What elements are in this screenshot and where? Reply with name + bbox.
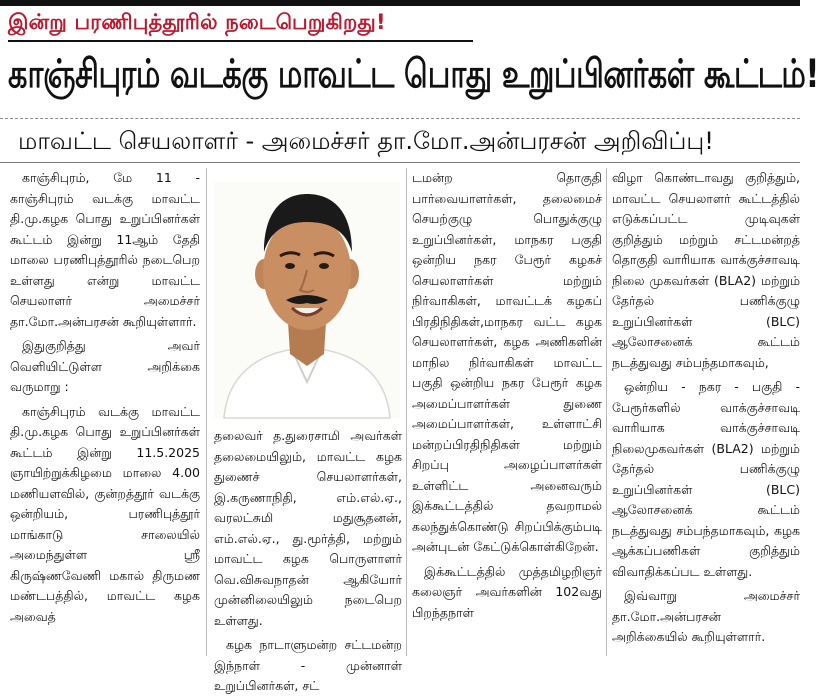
paragraph: தலைவர் த.துரைசாமி அவர்கள் தலைமையிலும், மாவட்ட கழக துணைச் செயலாளர்கள், இ.கருணாநிதி, எம்.எல்.ஏ., வரலட்சுமி மதுசூதனன், எம்.எல்.ஏ., து.மூர்த்தி, மற்றும் மாவட்ட கழக பொருளாளர் வெ.விசுவநாதன் ஆகியோர் முன்னிலையிலும் நடைபெற உள்ளது. [214,428,402,628]
paragraph: காஞ்சிபுரம், மே 11 - காஞ்சிபுரம் வடக்கு மாவட்ட தி.மு.கழக பொது உறுப்பினர்கள் கூட்டம் இன்று 11ஆம் தேதி மாலை பரணிபுத்தூரில் நடைபெற உள்ளது என்று மாவட்ட செயலாளர் அமைச்சர் தா.மோ.அன்பரசன் கூறியுள்ளார். [10,170,200,329]
subhead-divider [0,162,800,163]
article-column-2 [214,426,402,693]
paragraph: இவ்வாறு அமைச்சர் தா.மோ.அன்பரசன் அறிக்கையில் கூறியுள்ளார். [612,588,800,644]
paragraph: இதுகுறித்து அவர் வெளியிட்டுள்ள அறிக்கை வருமாறு : [10,338,200,394]
subhead: மாவட்ட செயலாளர் - அமைச்சர் தா.மோ.அன்பரசன் அறிவிப்பு! [18,127,714,155]
portrait-photo [214,182,400,418]
paragraph: இக்கூட்டத்தில் முத்தமிழறிஞர் கலைஞர் அவர்களின் 102வது பிறந்தநாள் [412,563,602,620]
kicker-text: இன்று பரணிபுத்தூரில் நடைபெறுகிறது! [8,10,386,34]
headline-divider [0,118,800,121]
paragraph: கழக நாடாளுமன்ற சட்டமன்ற இந்நாள் - முன்னாள் உறுப்பினர்கள், சட் [214,637,402,693]
column-divider [606,168,607,656]
article-column-1 [10,168,200,656]
kicker-block [8,10,478,44]
column-divider [406,168,407,656]
top-rule [0,0,800,6]
kicker-underline [8,40,473,42]
column-divider [206,168,207,656]
paragraph: டமன்ற தொகுதி பார்வையாளர்கள், தலைமைச் செயற்குழு பொதுக்குழு உறுப்பினர்கள், மாநகர பகுதி ஒன்றிய நகர பேரூர் கழகச் செயலாளர்கள் மற்றும் நிர்வாகிகள், மாவட்டக் கழகப் பிரதிநிதிகள்,மாநகர வட்ட கழக செயலாளர்கள், கழக அணிகளின் மாநில நிர்வாகிகள் மாவட்ட பகுதி ஒன்றிய நகர பேரூர் கழக அமைப்பாளர்கள் துணை அமைப்பாளர்கள், உள்ளாட்சி மன்றப்பிரதிநிதிகள் மற்றும் சிறப்பு அழைப்பாளர்கள் உள்ளிட்ட அனைவரும் இக்கூட்டத்தில் தவறாமல் கலந்துக்கொண்டு சிறப்பிக்கும்படி அன்புடன் கேட்டுக்கொள்கிறேன். [412,170,602,554]
paragraph: காஞ்சிபுரம் வடக்கு மாவட்ட தி.மு.கழக பொது உறுப்பினர்கள் கூட்டம் இன்று 11.5.2025 ஞாயிற்றுக்கிழமை மாலை 4.00 மணியளவில், குன்றத்தூர் வடக்கு ஒன்றியம், பரணிபுத்தூர் மாங்காடு சாலையில் அமைந்துள்ள ஸ்ரீ கிருஷ்ணவேணி மகால் திருமண மண்டபத்தில், மாவட்ட கழக அவைத் [10,403,200,624]
article-column-3 [412,168,602,656]
paragraph: விழா கொண்டாவது குறித்தும், மாவட்ட செயலாளர் கூட்டத்தில் எடுக்கப்பட்ட முடிவுகள் குறித்தும் மற்றும் சட்டமன்றத் தொகுதி வாரியாக வாக்குச்சாவடி நிலை முகவர்கள் (BLA2) மற்றும் தேர்தல் பணிக்குழு உறுப்பினர்கள் (BLC) ஆலோசனைக் கூட்டம் நடத்துவது சம்பந்தமாகவும், [612,170,800,370]
paragraph: ஒன்றிய - நகர - பகுதி - பேரூர்களில் வாக்குச்சாவடி வாரியாக வாக்குச்சாவடி நிலைமுகவர்கள் (BLA2) மற்றும் தேர்தல் பணிக்குழு உறுப்பினர்கள் (BLC) ஆலோசனைக் கூட்டம் நடத்துவது சம்பந்தமாகவும், கழக ஆக்கப்பணிகள் குறித்தும் விவாதிக்கப்பட உள்ளது. [612,379,800,579]
article-column-4 [612,168,800,656]
headline: காஞ்சிபுரம் வடக்கு மாவட்ட பொது உறுப்பினர்கள் கூட்டம்! [8,52,819,97]
portrait-icon [214,182,400,418]
